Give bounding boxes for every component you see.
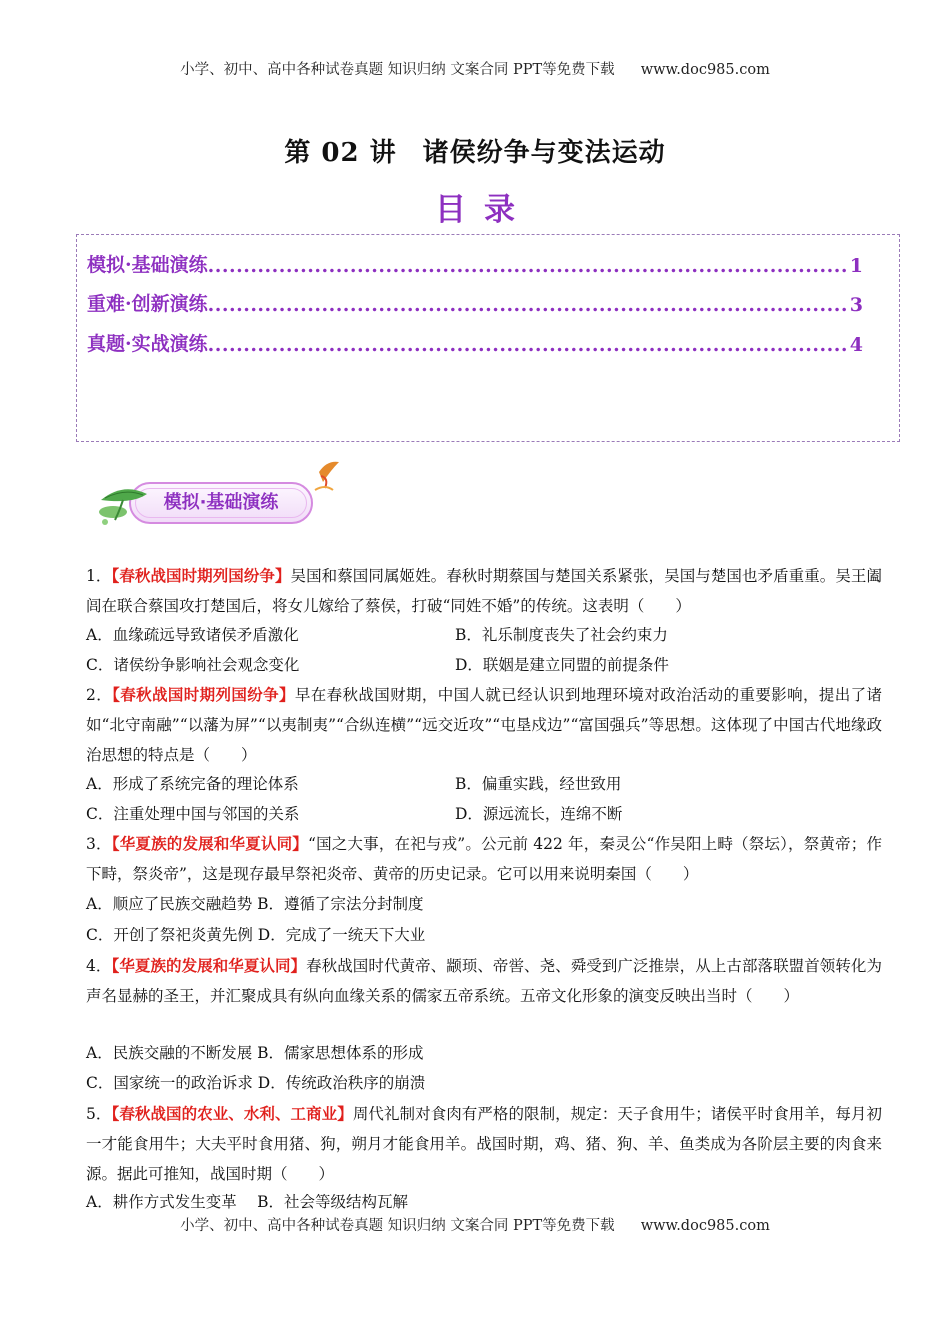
option[interactable]: D．联姻是建立同盟的前提条件 bbox=[455, 656, 669, 674]
toc-item-page: 4 bbox=[849, 334, 863, 356]
question-tag: 【春秋战国时期列国纷争】 bbox=[112, 685, 295, 704]
toc-item-label: 模拟·基础演练 bbox=[87, 254, 208, 276]
toc-heading-char-2: 录 bbox=[484, 192, 515, 228]
question-stem: 早在春秋战国财期，中国人就已经认识到地理环境对政治活动的重要影响，提出了诸如“北守南融”“以藩为屏”“以夷制夷”“合纵连横”“远交近攻”“屯垦戍边”“富国强兵”等思想。这体现了中国古代地缘政治思想的特点是（ ） bbox=[86, 686, 882, 764]
question-1 bbox=[86, 561, 882, 621]
option[interactable]: C．注重处理中国与邻国的关系 bbox=[86, 805, 300, 823]
toc-heading bbox=[0, 184, 950, 229]
question-stem: 周代礼制对食肉有严格的限制，规定：天子食用牛；诸侯平时食用羊，每月初一才能食用牛；大夫平时食用猪、狗，朔月才能食用羊。战国时期，鸡、猪、狗、羊、鱼类成为各阶层主要的肉食来源。据此可推知，战国时期（ ） bbox=[86, 1105, 882, 1183]
question-stem: 春秋战国时代黄帝、颛顼、帝喾、尧、舜受到广泛推崇，从上古部落联盟首领转化为声名显赫的圣王，并汇聚成具有纵向血缘关系的儒家五帝系统。五帝文化形象的演变反映出当时（ ） bbox=[86, 957, 882, 1005]
page-footer bbox=[0, 1214, 950, 1235]
question-stem: 吴国和蔡国同属姬姓。春秋时期蔡国与楚国关系紧张，吴国与楚国也矛盾重重。吴王阖闾在联合蔡国攻打楚国后，将女儿嫁给了蔡侯，打破“同姓不婚”的传统。这表明（ ） bbox=[86, 567, 882, 615]
question-number: 3． bbox=[86, 835, 112, 853]
toc-leader-dots bbox=[208, 255, 848, 277]
question-tag: 【华夏族的发展和华夏认同】 bbox=[111, 834, 308, 853]
option[interactable]: A．耕作方式发生变革 B．社会等级结构瓦解 bbox=[86, 1193, 409, 1211]
toc-leader-dots bbox=[208, 334, 848, 356]
option[interactable]: A．民族交融的不断发展 B．儒家思想体系的形成 bbox=[86, 1044, 424, 1062]
question-4 bbox=[86, 951, 882, 1011]
toc-box bbox=[76, 234, 900, 442]
toc-item-label: 重难·创新演练 bbox=[87, 293, 208, 315]
option[interactable]: A．形成了系统完备的理论体系 bbox=[86, 775, 299, 793]
banner-text: 模拟·基础演练 bbox=[163, 492, 279, 513]
question-tag: 【春秋战国的农业、水利、工商业】 bbox=[111, 1104, 353, 1123]
option[interactable]: C．诸侯纷争影响社会观念变化 bbox=[86, 656, 300, 674]
footer-site: www.doc985.com bbox=[640, 1218, 770, 1234]
header-text: 小学、初中、高中各种试卷真题 知识归纳 文案合同 PPT等免费下载 bbox=[180, 62, 615, 78]
header-site: www.doc985.com bbox=[640, 62, 770, 78]
toc-item-page: 1 bbox=[849, 255, 863, 277]
page-header bbox=[0, 58, 950, 79]
toc-item[interactable] bbox=[87, 251, 863, 277]
option[interactable]: D．源远流长，连绵不断 bbox=[455, 805, 623, 823]
toc-item[interactable] bbox=[87, 290, 863, 316]
question-number: 1． bbox=[86, 567, 112, 585]
lecture-title bbox=[0, 132, 950, 169]
section-banner bbox=[93, 460, 353, 536]
toc-leader-dots bbox=[208, 294, 848, 316]
question-3 bbox=[86, 829, 882, 889]
option[interactable]: A．血缘疏远导致诸侯矛盾激化 bbox=[86, 626, 299, 644]
option[interactable]: A．顺应了民族交融趋势 B．遵循了宗法分封制度 bbox=[86, 895, 424, 913]
question-tag: 【华夏族的发展和华夏认同】 bbox=[111, 956, 307, 975]
question-number: 2． bbox=[86, 686, 113, 704]
question-tag: 【春秋战国时期列国纷争】 bbox=[111, 566, 291, 585]
option[interactable]: C．开创了祭祀炎黄先例 D．完成了一统天下大业 bbox=[86, 926, 426, 944]
option[interactable]: B．礼乐制度丧失了社会约束力 bbox=[455, 626, 668, 644]
lecture-topic: 诸侯纷争与变法运动 bbox=[422, 138, 666, 168]
toc-item-page: 3 bbox=[849, 294, 863, 316]
toc-item[interactable] bbox=[87, 330, 863, 356]
option[interactable]: B．偏重实践，经世致用 bbox=[455, 775, 622, 793]
toc-item-label: 真题·实战演练 bbox=[87, 333, 208, 355]
question-number: 5． bbox=[86, 1105, 112, 1123]
toc-heading-char-1: 目 bbox=[435, 192, 466, 228]
question-5 bbox=[86, 1099, 882, 1189]
option[interactable]: C．国家统一的政治诉求 D．传统政治秩序的崩溃 bbox=[86, 1074, 426, 1092]
footer-text: 小学、初中、高中各种试卷真题 知识归纳 文案合同 PPT等免费下载 bbox=[180, 1218, 615, 1234]
question-number: 4． bbox=[86, 957, 112, 975]
question-2 bbox=[86, 680, 882, 770]
lecture-number: 第 02 讲 bbox=[284, 138, 397, 168]
question-stem: “国之大事，在祀与戎”。公元前 422 年，秦灵公“作吴阳上畤（祭坛），祭黄帝；作下畤，祭炎帝”，这是现存最早祭祀炎帝、黄帝的历史记录。它可以用来说明秦国（ ） bbox=[86, 835, 882, 883]
